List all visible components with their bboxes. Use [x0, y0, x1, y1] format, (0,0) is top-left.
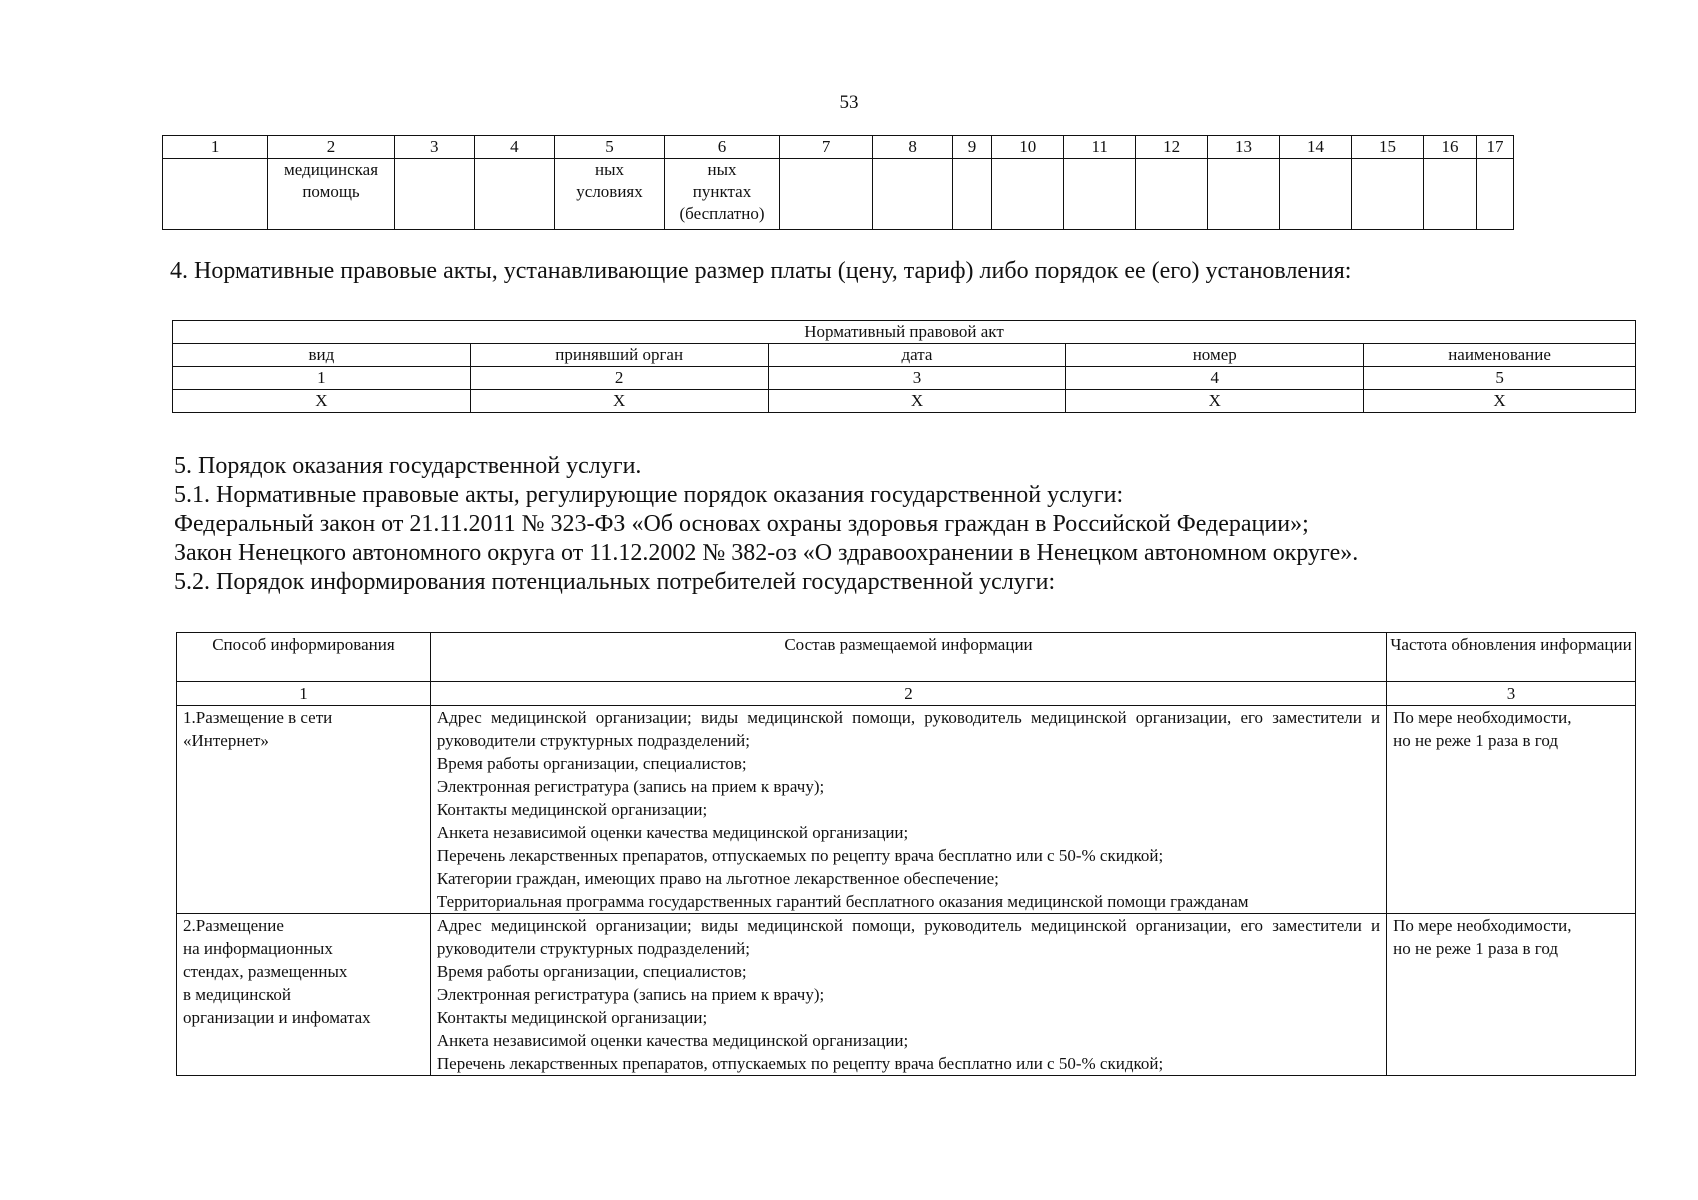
content-line: Контакты медицинской организации; [436, 800, 708, 819]
table2-number-row [173, 367, 1636, 390]
cell-line: медицинская [283, 160, 379, 179]
table3-row-internet [177, 706, 1636, 914]
table1-col-number: 14 [1280, 136, 1352, 159]
table1-col-number: 5 [554, 136, 664, 159]
content-line: Территориальная программа государственных гарантий бесплатного оказания медицинской помощи гражданам [436, 892, 1249, 911]
table2-title-row [173, 321, 1636, 344]
section-4-heading: 4. Нормативные правовые акты, устанавливающие размер платы (цену, тариф) либо порядок ее (его) установления: [170, 258, 1352, 284]
table2-col-index: 3 [768, 367, 1066, 390]
content-line: Электронная регистратура (запись на прием к врачу); [436, 777, 825, 796]
content-line: Анкета независимой оценки качества медицинской организации; [436, 823, 909, 842]
content-line: Анкета независимой оценки качества медицинской организации; [436, 1031, 909, 1050]
table1-cell [1280, 159, 1352, 230]
table1-col-number: 6 [665, 136, 780, 159]
table3-row-stands [177, 914, 1636, 1076]
method-line: в медицинской [183, 985, 291, 1004]
table1-cell [1477, 159, 1514, 230]
table1-cell [1064, 159, 1136, 230]
table1-cell [992, 159, 1064, 230]
table1-col-number: 17 [1477, 136, 1514, 159]
method-line: 1.Размещение в сети [183, 708, 333, 727]
method-line: 2.Размещение [183, 916, 284, 935]
cell-line: ных [595, 160, 625, 179]
table3-header-content: Состав размещаемой информации [430, 633, 1386, 682]
table2-col-index: 5 [1364, 367, 1636, 390]
cell-line: ных [707, 160, 737, 179]
table2-value: Х [768, 390, 1066, 413]
table1-cell [779, 159, 873, 230]
table1-row [163, 159, 1514, 230]
page-number: 53 [839, 92, 859, 113]
table1-col-number: 7 [779, 136, 873, 159]
table1-col-number: 13 [1208, 136, 1280, 159]
content-line: Адрес медицинской организации; виды медицинской помощи, руководитель медицинской организации, его заместители и руководители структурных подразделений; [436, 708, 1381, 750]
method-line: на информационных [183, 939, 333, 958]
method-line: организации и инфоматах [183, 1008, 371, 1027]
content-line: Адрес медицинской организации; виды медицинской помощи, руководитель медицинской организации, его заместители и руководители структурных подразделений; [436, 916, 1381, 958]
table3-frequency-cell [1387, 914, 1636, 1076]
table1-col-number: 11 [1064, 136, 1136, 159]
table2-col-number: номер [1066, 344, 1364, 367]
method-line: «Интернет» [183, 731, 269, 750]
table1-cell-conditions [554, 159, 664, 230]
table1-col-number: 4 [474, 136, 554, 159]
section-5-2-heading: 5.2. Порядок информирования потенциальных потребителей государственной услуги: [174, 569, 1056, 595]
table2-col-index: 4 [1066, 367, 1364, 390]
table1-cell [474, 159, 554, 230]
table1-cell [1136, 159, 1208, 230]
frequency-line: но не реже 1 раза в год [1393, 939, 1558, 958]
table1-cell [952, 159, 992, 230]
table1-cell-points [665, 159, 780, 230]
section-5-heading: 5. Порядок оказания государственной услуги. [174, 453, 642, 479]
table3-header-frequency: Частота обновления информации [1387, 633, 1636, 682]
table2-col-authority: принявший орган [470, 344, 768, 367]
table2-column-row [173, 344, 1636, 367]
table2-value: Х [470, 390, 768, 413]
section-5-1-heading: 5.1. Нормативные правовые акты, регулирующие порядок оказания государственной услуги: [174, 482, 1124, 508]
table1-cell [1351, 159, 1423, 230]
table1-cell [1208, 159, 1280, 230]
content-line: Категории граждан, имеющих право на льготное лекарственное обеспечение; [436, 869, 999, 888]
cell-line: (бесплатно) [679, 204, 765, 223]
cell-line: помощь [302, 182, 360, 201]
table1-col-number: 16 [1423, 136, 1476, 159]
cell-line: пунктах [692, 182, 752, 201]
table3-col-index: 3 [1387, 682, 1636, 706]
table1-col-number: 3 [394, 136, 474, 159]
table3-number-row [177, 682, 1636, 706]
regional-law-line: Закон Ненецкого автономного округа от 11.12.2002 № 382-оз «О здравоохранении в Ненецком автономном округе». [174, 540, 1359, 566]
section-5-text [174, 452, 1358, 597]
table1-header-row [163, 136, 1514, 159]
table1-cell-type [268, 159, 394, 230]
table1-cell [163, 159, 268, 230]
table3-col-index: 2 [430, 682, 1386, 706]
content-line: Перечень лекарственных препаратов, отпускаемых по рецепту врача бесплатно или с 50-% скидкой; [436, 846, 1164, 865]
table2-value-row [173, 390, 1636, 413]
table3-header-method: Способ информирования [177, 633, 431, 682]
frequency-line: но не реже 1 раза в год [1393, 731, 1558, 750]
table1-col-number: 12 [1136, 136, 1208, 159]
table2-title: Нормативный правовой акт [173, 321, 1636, 344]
table2-value: Х [1066, 390, 1364, 413]
table1-col-number: 10 [992, 136, 1064, 159]
table2-col-index: 2 [470, 367, 768, 390]
table2-col-type: вид [173, 344, 471, 367]
content-line: Перечень лекарственных препаратов, отпускаемых по рецепту врача бесплатно или с 50-% скидкой; [436, 1054, 1164, 1073]
content-line: Время работы организации, специалистов; [436, 962, 747, 981]
table3-header-row [177, 633, 1636, 682]
cell-line: условиях [576, 182, 643, 201]
table1-cell [1423, 159, 1476, 230]
content-line: Время работы организации, специалистов; [436, 754, 747, 773]
table1-cell [873, 159, 952, 230]
table1-col-number: 8 [873, 136, 952, 159]
table2-col-date: дата [768, 344, 1066, 367]
frequency-line: По мере необходимости, [1393, 708, 1572, 727]
legal-act-table [172, 320, 1636, 413]
table3-frequency-cell [1387, 706, 1636, 914]
table1-col-number: 2 [268, 136, 394, 159]
table1-col-number: 15 [1351, 136, 1423, 159]
table1-col-number: 1 [163, 136, 268, 159]
federal-law-line: Федеральный закон от 21.11.2011 № 323-ФЗ «Об основах охраны здоровья граждан в Российской Федерации»; [174, 511, 1309, 537]
services-table-continuation [162, 135, 1514, 230]
table1-col-number: 9 [952, 136, 992, 159]
content-line: Электронная регистратура (запись на прием к врачу); [436, 985, 825, 1004]
table2-value: Х [1364, 390, 1636, 413]
method-line: стендах, размещенных [183, 962, 348, 981]
table3-content-cell [430, 706, 1386, 914]
table3-method-cell [177, 706, 431, 914]
table1-cell [394, 159, 474, 230]
table2-col-name: наименование [1364, 344, 1636, 367]
frequency-line: По мере необходимости, [1393, 916, 1572, 935]
table3-col-index: 1 [177, 682, 431, 706]
informing-table [176, 632, 1636, 1076]
table2-value: Х [173, 390, 471, 413]
table3-method-cell [177, 914, 431, 1076]
content-line: Контакты медицинской организации; [436, 1008, 708, 1027]
table2-col-index: 1 [173, 367, 471, 390]
table3-content-cell [430, 914, 1386, 1076]
